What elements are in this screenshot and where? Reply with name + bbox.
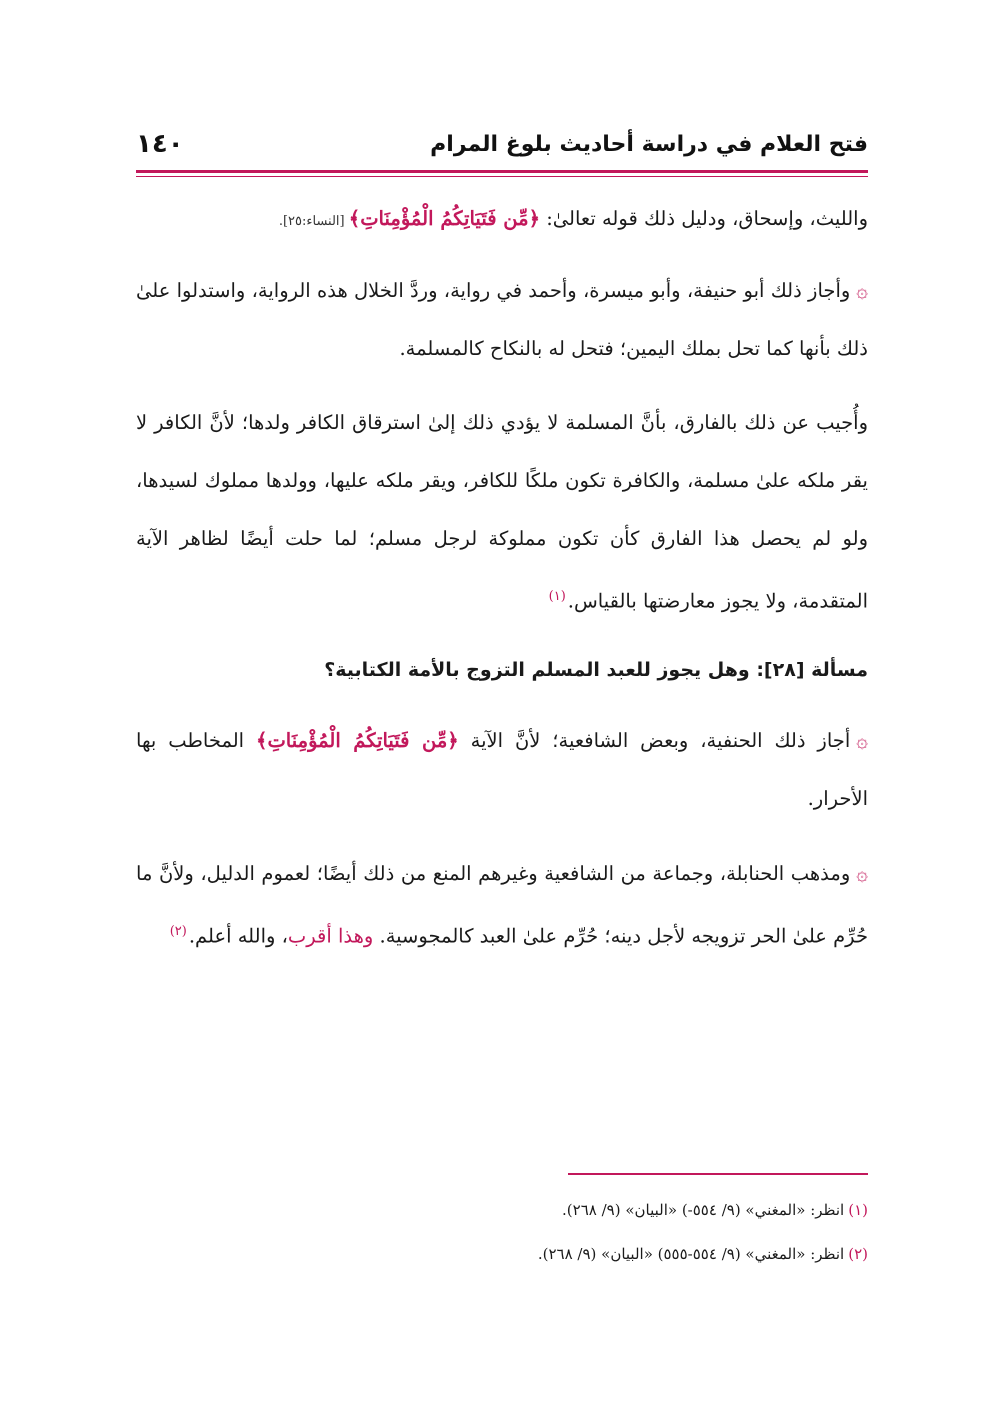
paragraph-1 <box>136 190 868 251</box>
footnote-text: انظر: «المغني» (٩/ ٥٥٤-) «البيان» (٩/ ٢٦٨). <box>562 1201 845 1219</box>
header-rule-thick <box>136 170 868 173</box>
footnote-marker-2[interactable]: (٢) <box>169 923 187 939</box>
flower-ornament-icon: ۞ <box>856 278 868 302</box>
page-body <box>136 190 868 981</box>
paragraph-3 <box>136 394 868 631</box>
verse-reference: [النساء:٢٥]. <box>278 214 349 229</box>
paragraph-4-text: أجاز ذلك الحنفية، وبعض الشافعية؛ لأنَّ الآية <box>458 728 851 752</box>
footnotes <box>136 1188 868 1276</box>
footnote-text: انظر: «المغني» (٩/ ٥٥٤-٥٥٥) «البيان» (٩/ ٢٦٨). <box>537 1245 845 1263</box>
footnote-marker-1[interactable]: (١) <box>548 589 566 604</box>
paragraph-5-text-after: ، والله أعلم. <box>188 924 288 947</box>
flower-ornament-icon: ۞ <box>856 860 868 885</box>
paragraph-4-text-after: المخاطب بها الأحرار. <box>136 728 868 810</box>
footnote-1 <box>136 1188 868 1232</box>
paragraph-2-text: وأجاز ذلك أبو حنيفة، وأبو ميسرة، وأحمد في رواية، وردَّ الخلال هذه الرواية، واستدلوا علىٰ ذلك بأنها كما تحل بملك اليمين؛ فتحل له بالنكاح كالمسلمة. <box>136 279 868 360</box>
footnote-separator <box>568 1173 868 1175</box>
flower-ornament-icon: ۞ <box>856 727 868 752</box>
header-rule-thin <box>136 176 868 177</box>
page-header <box>136 122 868 166</box>
page-number: ١٤٠ <box>136 129 184 159</box>
paragraph-5-text: ومذهب الحنابلة، وجماعة من الشافعية وغيرهم المنع من ذلك أيضًا؛ لعموم الدليل، ولأنَّ ما حُرِّم علىٰ الحر تزويجه لأجل دينه؛ حُرِّم علىٰ العبد كالمجوسية. <box>136 861 868 947</box>
paragraph-3-text: وأُجيب عن ذلك بالفارق، بأنَّ المسلمة لا يؤدي ذلك إلىٰ استرقاق الكافر ولدها؛ لأنَّ الكافر لا يقر ملكه علىٰ مسلمة، والكافرة تكون ملكًا للكافر، ويقر ملكه عليها، وولدها مملوك لسيدها، ولو لم يحصل هذا الفارق كأن تكون مملوكة لرجل مسلم؛ لما حلت أيضًا لظاهر الآية المتقدمة، ولا يجوز معارضتها بالقياس. <box>136 411 868 613</box>
footnote-number: (١) <box>848 1201 868 1219</box>
paragraph-2 <box>136 261 868 378</box>
footnote-2 <box>136 1232 868 1276</box>
paragraph-1-text: والليث، وإسحاق، ودليل ذلك قوله تعالىٰ: <box>540 207 868 230</box>
book-title: فتح العلام في دراسة أحاديث بلوغ المرام <box>430 131 868 157</box>
quran-verse: ﴿مِّن فَتَيَاتِكُمُ الْمُؤْمِنَاتِ﴾ <box>256 728 459 752</box>
preferred-opinion: وهذا أقرب <box>287 924 374 947</box>
issue-heading: مسألة [٢٨]: وهل يجوز للعبد المسلم التزوج بالأمة الكتابية؟ <box>324 658 868 681</box>
paragraph-4 <box>136 711 868 828</box>
paragraph-5 <box>136 844 868 966</box>
quran-verse: ﴿مِّن فَتَيَاتِكُمُ الْمُؤْمِنَاتِ﴾ <box>348 207 541 230</box>
footnote-number: (٢) <box>848 1245 868 1263</box>
